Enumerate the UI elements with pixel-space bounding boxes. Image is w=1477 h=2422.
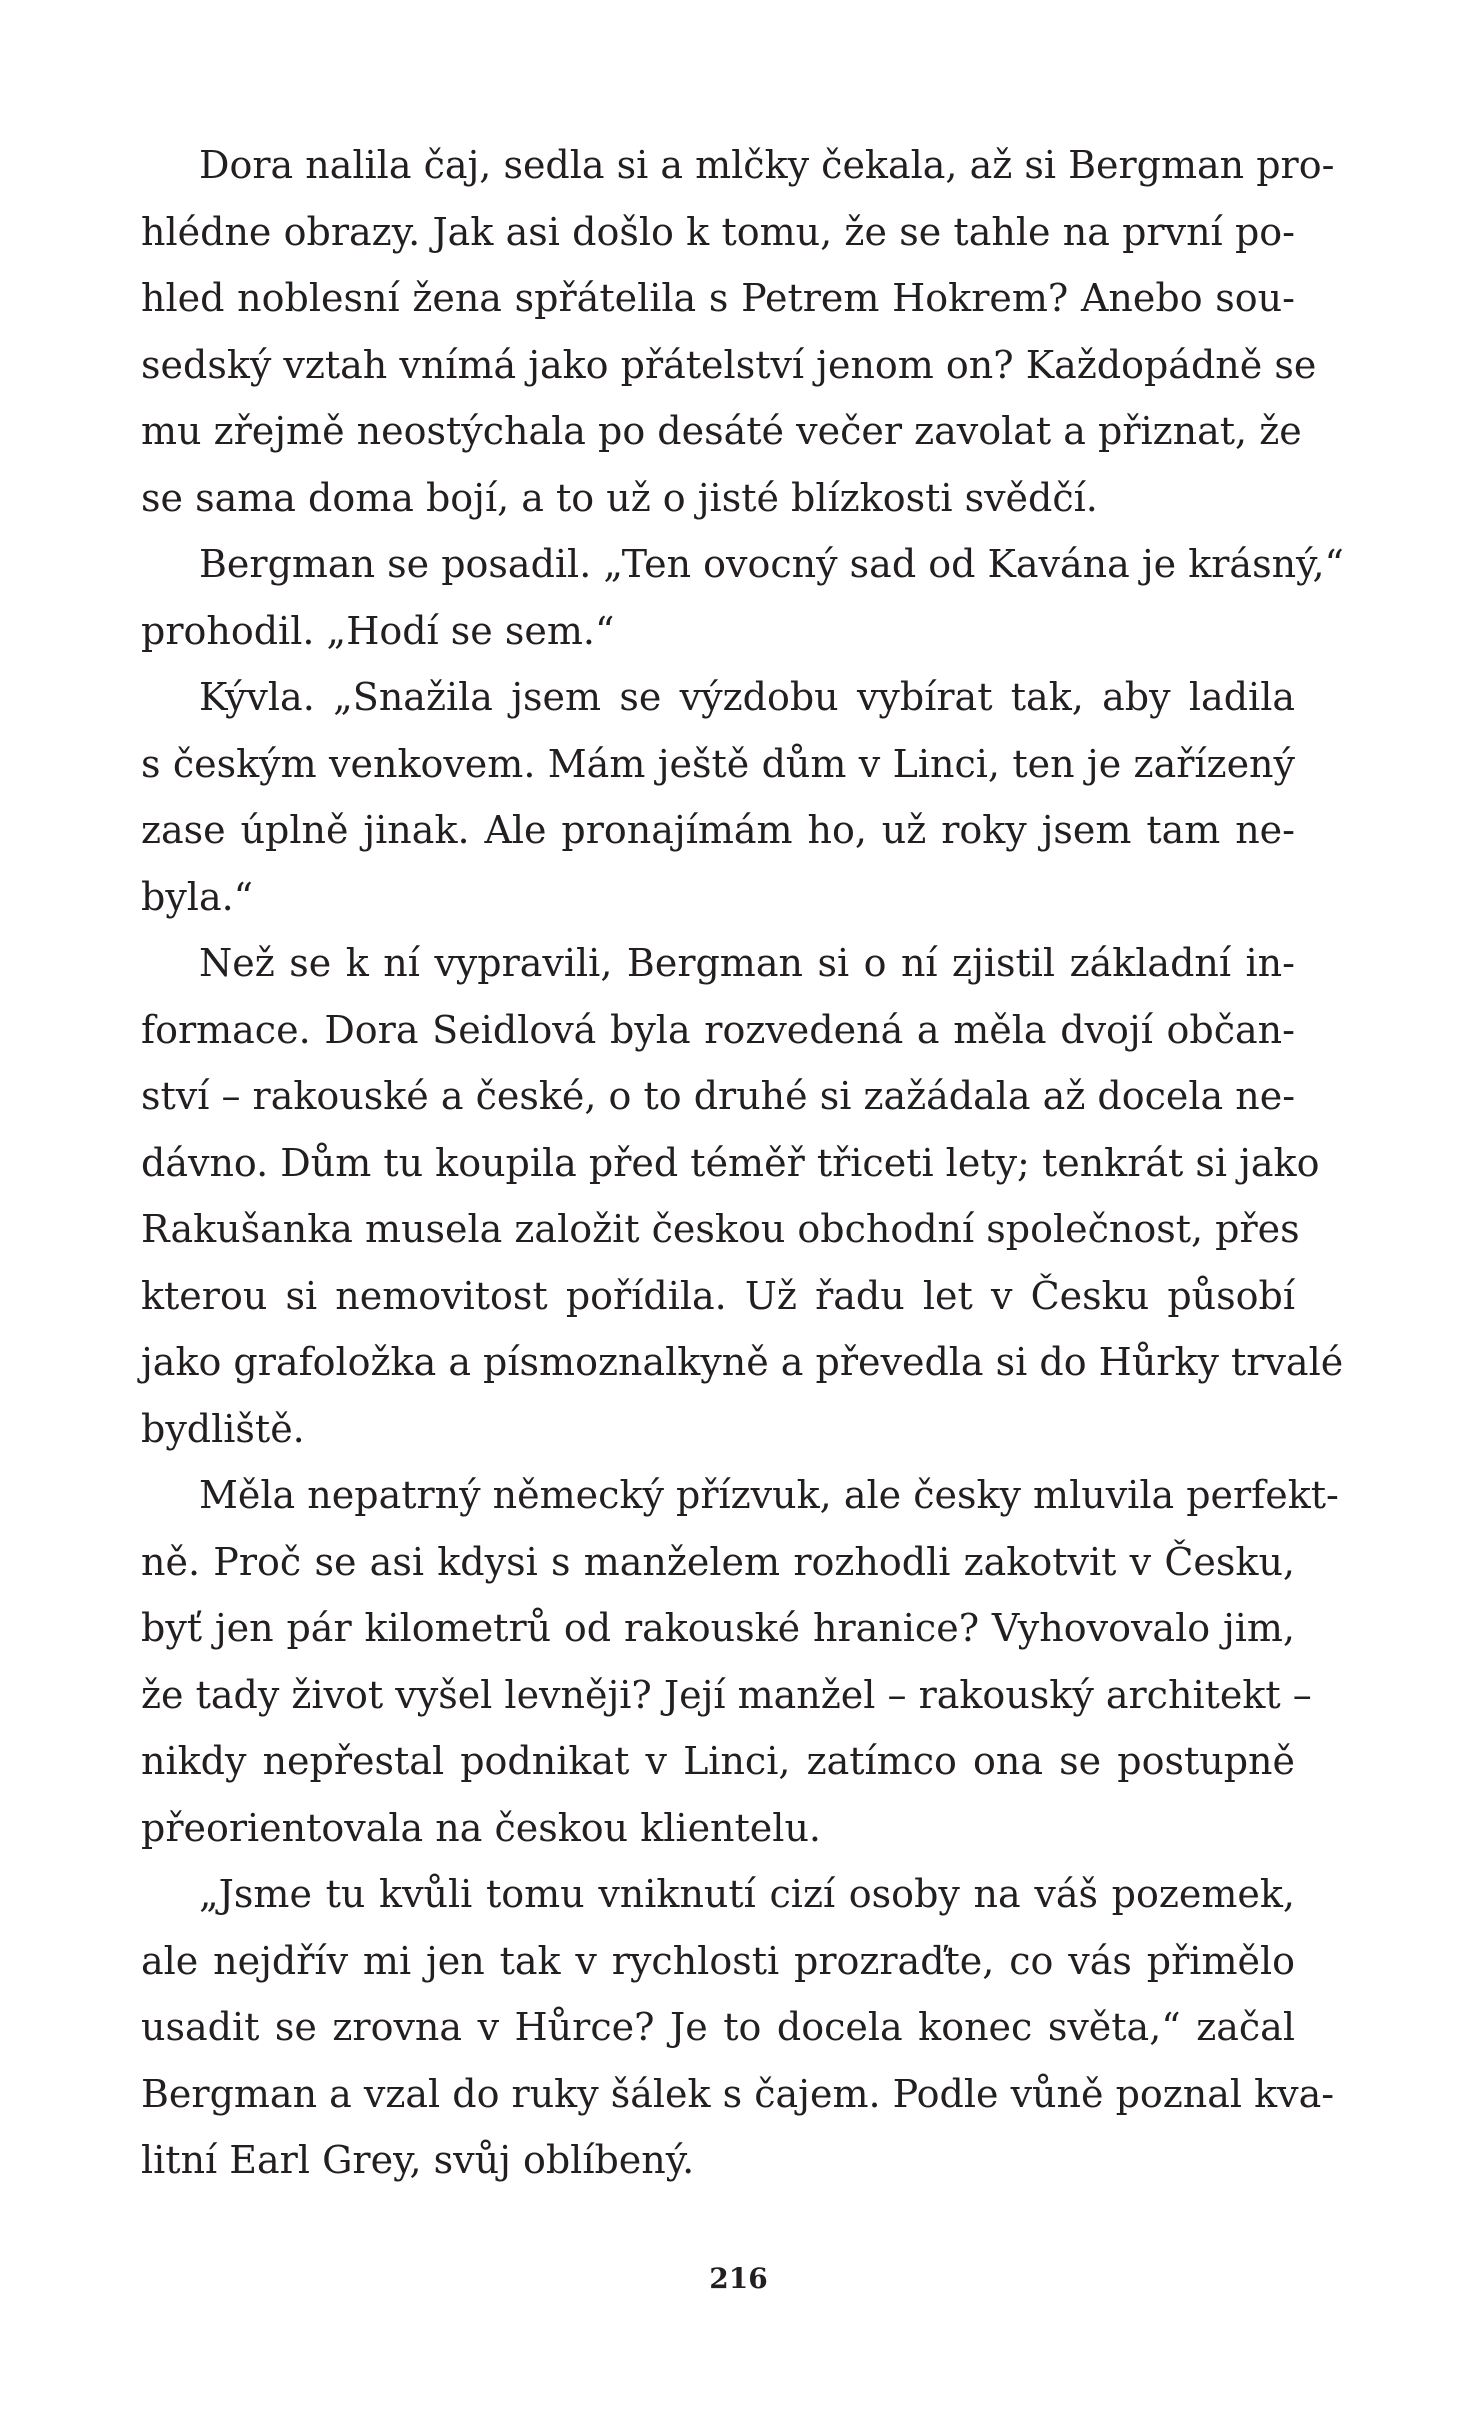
text-line: byť jen pár kilometrů od rakouské hranice? Vyhovovalo jim, [141,1606,1295,1650]
text-line: byla.“ [141,874,254,919]
text-line: ale nejdřív mi jen tak v rychlosti prozraďte, co vás přimělo [141,1938,1295,1983]
text-line: hlédne obrazy. Jak asi došlo k tomu, že se tahle na první po- [141,209,1295,254]
text-line: s českým venkovem. Mám ještě dům v Linci, ten je zařízený [141,741,1295,786]
text-line: Bergman se posadil. „Ten ovocný sad od Kavána je krásný,“ [199,542,1344,586]
text-line: bydliště. [141,1406,305,1451]
text-line: formace. Dora Seidlová byla rozvedená a měla dvojí občan- [141,1007,1295,1052]
text-line: mu zřejmě neostýchala po desáté večer zavolat a přiznat, že [141,409,1302,453]
text-line: zase úplně jinak. Ale pronajímám ho, už roky jsem tam ne- [141,808,1295,852]
text-line: „Jsme tu kvůli tomu vniknutí cizí osoby na váš pozemek, [199,1872,1295,1916]
text-line: ství – rakouské a české, o to druhé si zažádala až docela ne- [141,1074,1296,1118]
text-line: Měla nepatrný německý přízvuk, ale česky mluvila perfekt- [199,1473,1339,1517]
text-line: Bergman a vzal do ruky šálek s čajem. Podle vůně poznal kva- [141,2071,1335,2116]
text-line: Dora nalila čaj, sedla si a mlčky čekala, až si Bergman pro- [199,143,1335,187]
text-line: kterou si nemovitost pořídila. Už řadu let v Česku působí [141,1273,1295,1318]
text-line: ně. Proč se asi kdysi s manželem rozhodli zakotvit v Česku, [141,1539,1295,1584]
text-line: usadit se zrovna v Hůrce? Je to docela konec světa,“ začal [141,2005,1295,2049]
page-number: 216 [709,2262,768,2295]
text-line: hled noblesní žena spřátelila s Petrem Hokrem? Anebo sou- [141,276,1295,320]
text-line: Rakušanka musela založit českou obchodní společnost, přes [141,1207,1300,1251]
text-line: že tady život vyšel levněji? Její manžel – rakouský architekt – [141,1672,1312,1717]
text-line: nikdy nepřestal podnikat v Linci, zatímco ona se postupně [141,1739,1295,1783]
text-line: dávno. Dům tu koupila před téměř třiceti lety; tenkrát si jako [141,1140,1320,1185]
text-line: se sama doma bojí, a to už o jisté blízkosti svědčí. [141,475,1098,520]
text-line: Než se k ní vypravili, Bergman si o ní zjistil základní in- [199,941,1295,985]
text-line: prohodil. „Hodí se sem.“ [141,608,615,653]
text-line: Kývla. „Snažila jsem se výzdobu vybírat tak, aby ladila [199,675,1295,719]
text-line: přeorientovala na českou klientelu. [141,1805,821,1850]
text-line: litní Earl Grey, svůj oblíbený. [141,2138,695,2182]
text-line: sedský vztah vnímá jako přátelství jenom on? Každopádně se [141,342,1317,387]
body-text [141,132,1344,2194]
text-line: jako grafoložka a písmoznalkyně a převedla si do Hůrky trvalé [141,1340,1344,1384]
